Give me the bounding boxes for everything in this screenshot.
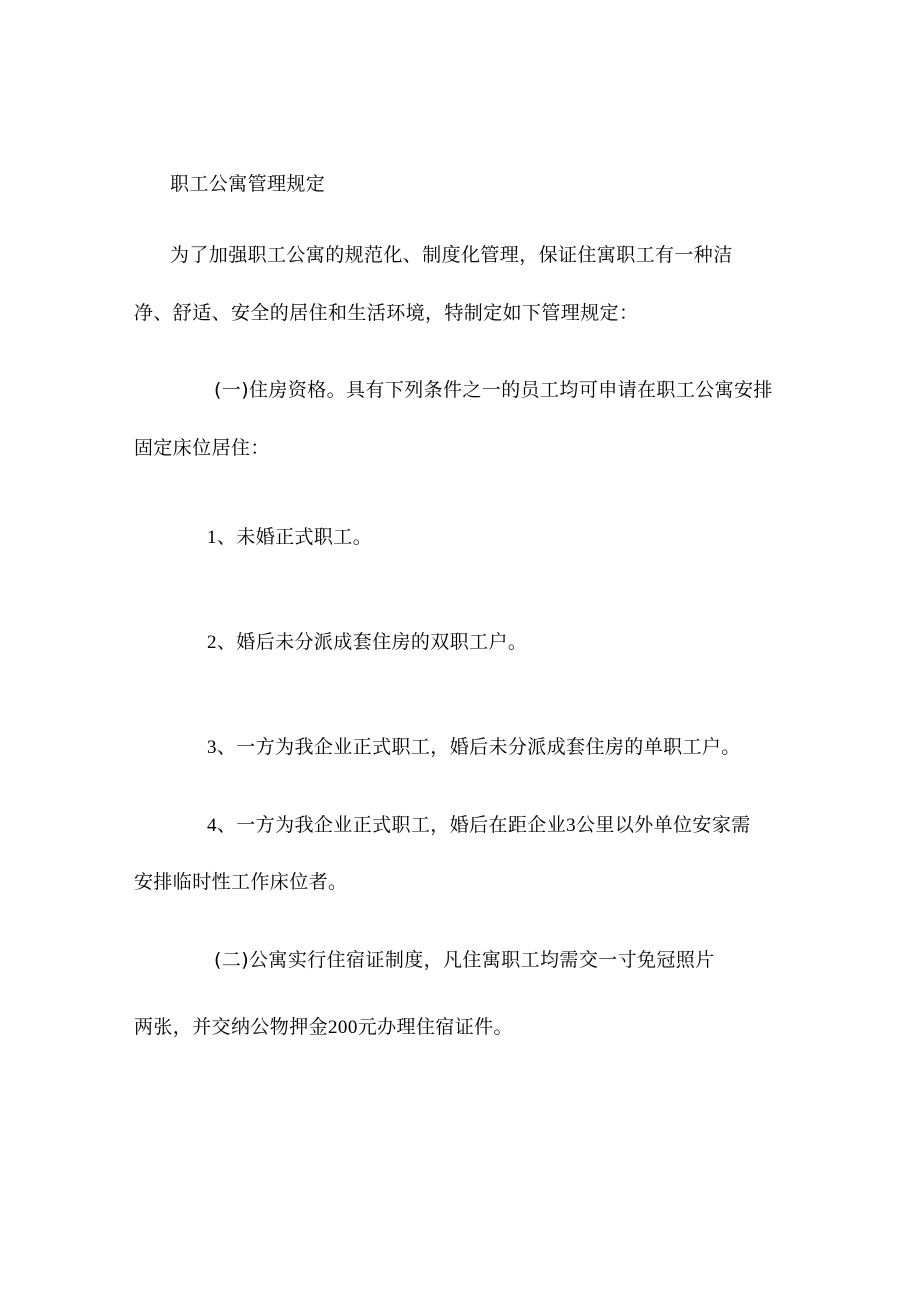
list-item-text: 、未婚正式职工。 (216, 526, 373, 548)
intro-line-2: 净、舒适、安全的居住和生活环境，特制定如下管理规定： (134, 302, 639, 324)
list-item-text: 公里以外单位安家需 (576, 814, 751, 836)
list-item-number: 4 (207, 815, 217, 836)
section-2-line-1: (二)公寓实行住宿证制度，凡住寓职工均需交一寸免冠照片 (214, 949, 715, 971)
list-item-text: 、婚后未分派成套住房的双职工户。 (216, 631, 528, 653)
section-1-line-1: (一)住房资格。具有下列条件之一的员工均可申请在职工公寓安排 (214, 379, 773, 401)
list-item-number: 2 (207, 632, 217, 653)
intro-line-1: 为了加强职工公寓的规范化、制度化管理，保证住寓职工有一种洁 (170, 244, 733, 266)
document-title: 职工公寓管理规定 (170, 173, 326, 195)
list-item (207, 630, 527, 655)
list-item-text: 、一方为我企业正式职工，婚后未分派成套住房的单职工户。 (216, 736, 741, 758)
deposit-amount: 200 (328, 1017, 358, 1038)
section-2-line-2 (134, 1015, 513, 1040)
list-item (207, 813, 751, 838)
list-item-continuation: 安排临时性工作床位者。 (134, 871, 348, 893)
list-item-number: 1 (207, 527, 217, 548)
list-item-text: 、一方为我企业正式职工，婚后在距企业 (216, 814, 567, 836)
list-item (207, 525, 372, 550)
list-item (207, 735, 741, 760)
distance-number: 3 (566, 815, 577, 836)
section-2-text: 元办理住宿证件。 (357, 1016, 513, 1038)
list-item-number: 3 (207, 737, 217, 758)
section-2-text: 两张，并交纳公物押金 (134, 1016, 329, 1038)
section-1-line-2: 固定床位居住： (134, 437, 270, 459)
